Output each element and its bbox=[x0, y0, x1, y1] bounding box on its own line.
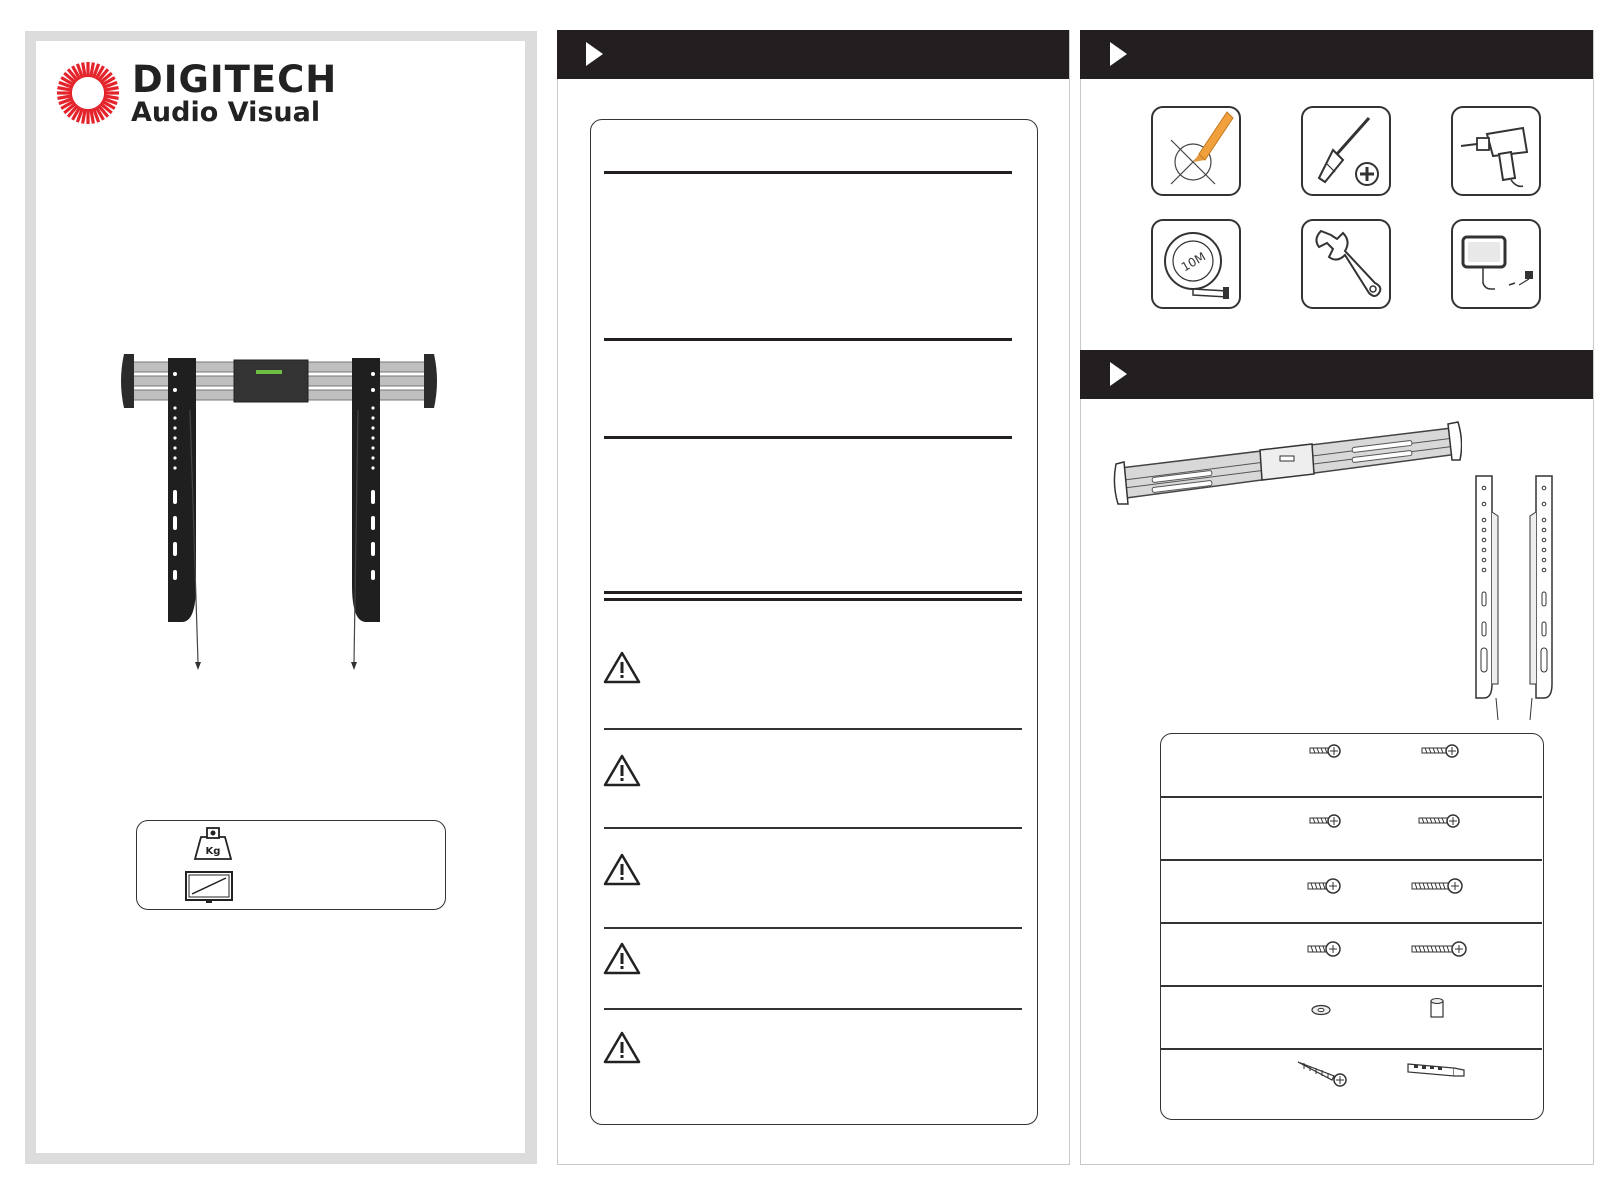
play-arrow-icon bbox=[586, 42, 603, 66]
warning-triangle-icon bbox=[603, 941, 641, 975]
tool-stud-finder-box bbox=[1451, 219, 1541, 309]
section-rule bbox=[604, 827, 1022, 829]
tv-brackets-illustration bbox=[1466, 472, 1576, 724]
section-rule bbox=[604, 171, 1012, 174]
screw-icon bbox=[1306, 939, 1342, 959]
spacer-icon bbox=[1427, 997, 1447, 1021]
section-rule bbox=[604, 728, 1022, 730]
warning-triangle-icon bbox=[603, 650, 641, 684]
hardware-row-divider bbox=[1161, 1048, 1542, 1050]
section-rule bbox=[604, 1008, 1022, 1010]
brand-name: DIGITECH bbox=[132, 58, 338, 101]
pencil-mark-icon bbox=[1153, 108, 1239, 194]
tool-screwdriver-box bbox=[1301, 106, 1391, 196]
washer-icon bbox=[1310, 1004, 1332, 1016]
section-rule bbox=[604, 338, 1012, 341]
warning-triangle-icon bbox=[603, 852, 641, 886]
tools-header bbox=[1080, 30, 1593, 79]
hardware-box bbox=[1160, 733, 1544, 1120]
screw-icon bbox=[1417, 812, 1461, 830]
screw-icon bbox=[1410, 876, 1464, 896]
safety-content-box bbox=[590, 119, 1038, 1125]
wall-anchor-icon bbox=[1406, 1058, 1468, 1082]
screw-icon bbox=[1308, 742, 1342, 760]
logo-sunburst-icon bbox=[55, 60, 121, 126]
wall-mount-product-illustration bbox=[118, 350, 448, 690]
safety-panel-header bbox=[557, 30, 1069, 79]
drill-icon bbox=[1453, 108, 1539, 194]
section-rule bbox=[604, 591, 1022, 594]
section-rule bbox=[604, 436, 1012, 439]
play-arrow-icon bbox=[1110, 362, 1127, 386]
screwdriver-icon bbox=[1303, 108, 1389, 194]
play-arrow-icon bbox=[1110, 42, 1127, 66]
spec-box bbox=[136, 820, 446, 910]
parts-header bbox=[1080, 350, 1593, 399]
tool-tape-box bbox=[1151, 219, 1241, 309]
screw-icon bbox=[1308, 812, 1342, 830]
hardware-row-divider bbox=[1161, 859, 1542, 861]
tool-wrench-box bbox=[1301, 219, 1391, 309]
screw-icon bbox=[1410, 939, 1468, 959]
hardware-row-divider bbox=[1161, 796, 1542, 798]
tape-label: 10M bbox=[1178, 249, 1209, 275]
weight-badge: Kg bbox=[205, 846, 221, 857]
wall-plate-rail-illustration bbox=[1112, 418, 1462, 518]
hardware-row-divider bbox=[1161, 985, 1542, 987]
tool-pencil-box bbox=[1151, 106, 1241, 196]
wood-screw-icon bbox=[1296, 1058, 1350, 1088]
hardware-row-divider bbox=[1161, 922, 1542, 924]
wrench-icon bbox=[1303, 221, 1389, 307]
screw-icon bbox=[1306, 876, 1342, 896]
warning-triangle-icon bbox=[603, 1030, 641, 1064]
tool-drill-box bbox=[1451, 106, 1541, 196]
section-rule bbox=[604, 927, 1022, 929]
tv-size-icon bbox=[184, 870, 234, 904]
tape-measure-icon bbox=[1153, 221, 1239, 307]
screw-icon bbox=[1420, 742, 1460, 760]
warning-triangle-icon bbox=[603, 753, 641, 787]
brand-subtitle: Audio Visual bbox=[131, 97, 321, 128]
section-rule bbox=[604, 598, 1022, 601]
stud-finder-icon bbox=[1453, 221, 1539, 307]
weight-kg-icon bbox=[193, 825, 233, 861]
